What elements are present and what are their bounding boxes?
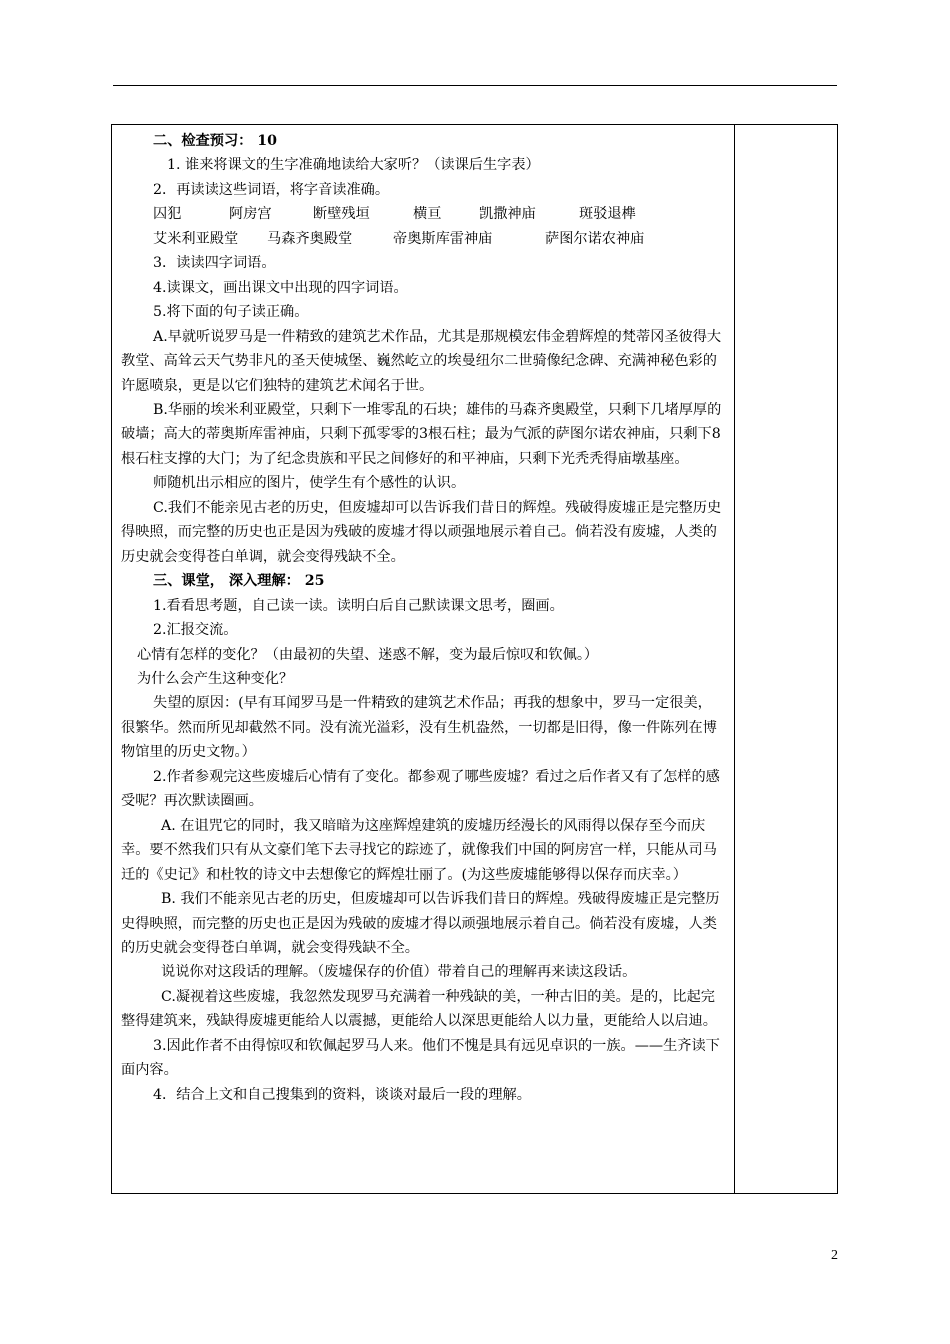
class-step-2: 2.汇报交流。 (153, 622, 238, 639)
sentence-a: A.早就听说罗马是一件精致的建筑艺术作品，尤其是那规模宏伟金碧辉煌的梵蒂冈圣彼得大教堂、高耸云天气势非凡的圣天使城堡、巍然屹立的埃曼纽尔二世骑像纪念碑、充满神秘色彩的许愿喷泉，更是以它们独特的建筑艺术闻名于世。 (121, 328, 722, 394)
why-question: 为什么会产生这种变化？ (137, 670, 294, 687)
preview-item-5: 5.将下面的句子读正确。 (153, 304, 309, 321)
discussion-prompt: 说说你对这段话的理解。（废墟保存的价值）带着自己的理解再来读这段话。 (161, 964, 637, 981)
word: 横亘 (413, 206, 442, 223)
section-heading-check-preview: 二、检查预习： 10 (153, 133, 277, 149)
class-step-3: 3.因此作者不由得惊叹和钦佩起罗马人来。他们不愧是具有远见卓识的一族。——生齐读下面内容。 (121, 1037, 720, 1079)
class-step-4: 4．结合上文和自己搜集到的资料，谈谈对最后一段的理解。 (153, 1086, 531, 1103)
teacher-note: 师随机出示相应的图片，使学生有个感性的认识。 (153, 475, 466, 492)
reading-c: C.凝视着这些废墟，我忽然发现罗马充满着一种残缺的美，一种古旧的美。是的，比起完整得建筑来，残缺得废墟更能给人以震撼，更能给人以深思更能给人以力量，更能给人以启迪。 (121, 988, 717, 1030)
word: 艾米利亚殿堂 (153, 230, 239, 247)
mood-question: 心情有怎样的变化？（由最初的失望、迷惑不解，变为最后惊叹和钦佩。） (137, 646, 599, 663)
word: 斑驳退榫 (579, 206, 636, 223)
reading-b: B. 我们不能亲见古老的历史，但废墟却可以告诉我们昔日的辉煌。残破得废墟正是完整历史得映照，而完整的历史也正是因为残破的废墟才得以顽强地展示着自己。倘若没有废墟，人类的历史就会变得苍白单调，就会变得残缺不全。 (121, 891, 720, 956)
header-rule (113, 85, 837, 86)
word: 凯撒神庙 (479, 206, 536, 223)
word: 断壁残垣 (313, 206, 370, 223)
notes-column-divider (734, 125, 735, 1193)
word: 萨图尔诺农神庙 (545, 230, 645, 247)
sentence-b: B.华丽的埃米利亚殿堂，只剩下一堆零乱的石块；雄伟的马森齐奥殿堂，只剩下几堵厚厚的破墙；高大的蒂奥斯库雷神庙，只剩下孤零零的3根石柱；最为气派的萨图尔诺农神庙，只剩下8根石柱支撑的大门；为了纪念贵族和平民之间修好的和平神庙，只剩下光秃秃得庙墩基座。 (121, 401, 722, 467)
class-step-2b: 2.作者参观完这些废墟后心情有了变化。都参观了哪些废墟？看过之后作者又有了怎样的感受呢？再次默读圈画。 (121, 768, 720, 810)
word-row-2 (121, 227, 725, 251)
reading-a: A. 在诅咒它的同时，我又暗暗为这座辉煌建筑的废墟历经漫长的风雨得以保存至今而庆幸。要不然我们只有从文豪们笔下去寻找它的踪迹了，就像我们中国的阿房宫一样，只能从司马迁的《史记》和杜牧的诗文中去想像它的辉煌壮丽了。(为这些废墟能够得以保存而庆幸。） (121, 817, 717, 883)
lesson-content (121, 129, 725, 1107)
preview-item-2: 2．再读读这些词语，将字音读准确。 (153, 181, 390, 198)
word: 马森齐奥殿堂 (267, 230, 353, 247)
sentence-c: C.我们不能亲见古老的历史，但废墟却可以告诉我们昔日的辉煌。残破得废墟正是完整历史得映照，而完整的历史也正是因为残破的废墟才得以顽强地展示着自己。倘若没有废墟，人类的历史就会变得苍白单调，就会变得残缺不全。 (121, 499, 722, 565)
class-step-1: 1.看看思考题，自己读一读。读明白后自己默读课文思考，圈画。 (153, 597, 564, 614)
lesson-table (111, 124, 838, 1194)
section-heading-class: 三、课堂， 深入理解： 25 (153, 573, 325, 590)
preview-item-1: 1. 谁来将课文的生字准确地读给大家听？（读课后生字表） (167, 157, 540, 174)
disappointment-reason: 失望的原因：(早有耳闻罗马是一件精致的建筑艺术作品；再我的想象中，罗马一定很美，很繁华。然而所见却截然不同。没有流光溢彩，没有生机盎然，一切都是旧得，像一件陈列在博物馆里的历史文物。） (121, 695, 717, 761)
preview-item-4: 4.读课文，画出课文中出现的四字词语。 (153, 279, 408, 296)
word-row-1 (121, 202, 725, 226)
word: 囚犯 (153, 206, 182, 223)
word: 帝奥斯库雷神庙 (393, 230, 493, 247)
page-number: 2 (831, 1248, 838, 1263)
word: 阿房宫 (229, 206, 272, 223)
preview-item-3: 3．读读四字词语。 (153, 255, 276, 272)
